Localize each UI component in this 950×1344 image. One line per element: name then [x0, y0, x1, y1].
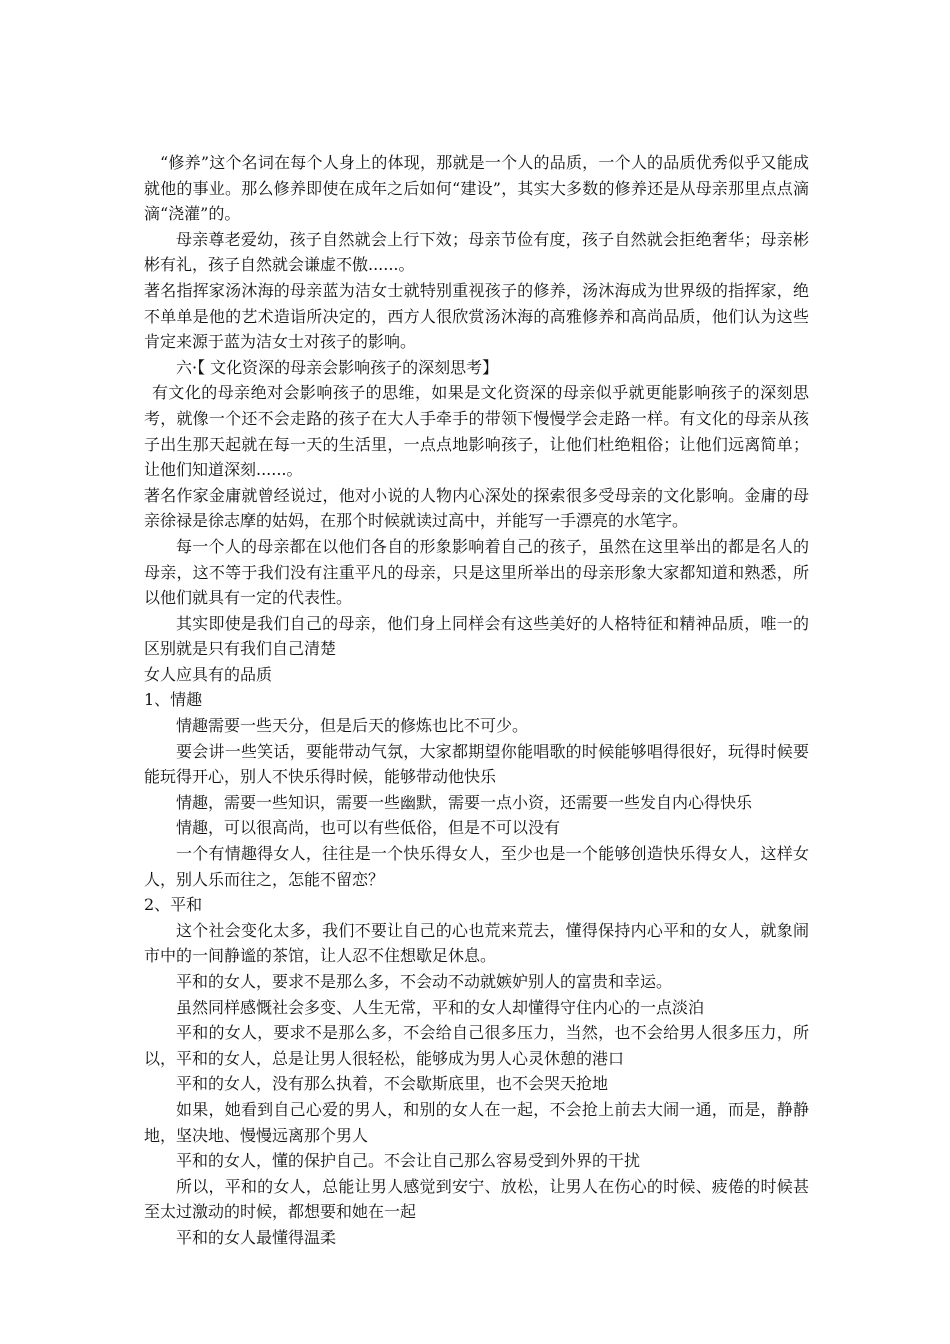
subsection-heading: 1、情趣 [144, 690, 203, 710]
section-heading: 六·【 文化资深的母亲会影响孩子的深刻思考】 [176, 357, 499, 377]
paragraph: 母亲尊老爱幼，孩子自然就会上行下效；母亲节俭有度，孩子自然就会拒绝奢华；母亲彬彬有礼，孩子自然就会谦虚不傲......。 [144, 229, 809, 275]
paragraph: 情趣，需要一些知识，需要一些幽默，需要一点小资，还需要一些发自内心得快乐 [176, 792, 753, 812]
paragraph: 每一个人的母亲都在以他们各自的形象影响着自己的孩子，虽然在这里举出的都是名人的母亲，这不等于我们没有注重平凡的母亲，只是这里所举出的母亲形象大家都知道和熟悉，所以他们就具有一定的代表性。 [144, 536, 809, 608]
paragraph: 平和的女人，要求不是那么多，不会给自己很多压力，当然，也不会给男人很多压力，所以，平和的女人，总是让男人很轻松，能够成为男人心灵休憩的港口 [144, 1023, 809, 1068]
paragraph: 平和的女人，懂的保护自己。不会让自己那么容易受到外界的干扰 [176, 1151, 641, 1171]
paragraph: 这个社会变化太多，我们不要让自己的心也荒来荒去，懂得保持内心平和的女人，就象闹市中的一间静谧的茶馆，让人忍不住想歇足休息。 [144, 920, 809, 966]
document-body [144, 150, 809, 1251]
paragraph: 平和的女人最懂得温柔 [176, 1227, 337, 1247]
paragraph: 著名作家金庸就曾经说过，他对小说的人物内心深处的探索很多受母亲的文化影响。金庸的母亲徐禄是徐志摩的姑妈，在那个时候就读过高中，并能写一手漂亮的水笔字。 [144, 485, 809, 531]
paragraph: 要会讲一些笑话，要能带动气氛，大家都期望你能唱歌的时候能够唱得很好，玩得时候要能玩得开心，别人不快乐得时候，能够带动他快乐 [144, 741, 809, 787]
paragraph: 著名指挥家汤沐海的母亲蓝为洁女士就特别重视孩子的修养，汤沐海成为世界级的指挥家，绝不单单是他的艺术造诣所决定的，西方人很欣赏汤沐海的高雅修养和高尚品质，他们认为这些肯定来源于蓝为洁女士对孩子的影响。 [144, 280, 809, 352]
paragraph: 虽然同样感慨社会多变、人生无常，平和的女人却懂得守住内心的一点淡泊 [176, 997, 705, 1017]
paragraph: “修养”这个名词在每个人身上的体现，那就是一个人的品质，一个人的品质优秀似乎又能成就他的事业。那么修养即使在成年之后如何“建设”，其实大多数的修养还是从母亲那里点点滴滴“浇灌”的。 [144, 153, 809, 224]
paragraph: 情趣需要一些天分，但是后天的修炼也比不可少。 [176, 716, 529, 736]
paragraph: 所以，平和的女人，总能让男人感觉到安宁、放松，让男人在伤心的时候、疲倦的时候甚至太过激动的时候，都想要和她在一起 [144, 1176, 809, 1222]
paragraph: 其实即使是我们自己的母亲，他们身上同样会有这些美好的人格特征和精神品质，唯一的区别就是只有我们自己清楚 [144, 613, 809, 659]
paragraph: 平和的女人，没有那么执着，不会歇斯底里，也不会哭天抢地 [176, 1074, 609, 1094]
paragraph: 一个有情趣得女人，往往是一个快乐得女人，至少也是一个能够创造快乐得女人，这样女人，别人乐而往之，怎能不留恋？ [144, 844, 809, 889]
subsection-heading: 2、平和 [144, 895, 203, 915]
section-title: 女人应具有的品质 [144, 664, 273, 684]
paragraph: 平和的女人，要求不是那么多，不会动不动就嫉妒别人的富贵和幸运。 [176, 972, 673, 991]
paragraph: 如果，她看到自己心爱的男人，和别的女人在一起，不会抢上前去大闹一通，而是，静静地，坚决地、慢慢远离那个男人 [144, 1099, 809, 1145]
paragraph: 有文化的母亲绝对会影响孩子的思维，如果是文化资深的母亲似乎就更能影响孩子的深刻思考，就像一个还不会走路的孩子在大人手牵手的带领下慢慢学会走路一样。有文化的母亲从孩子出生那天起就在每一天的生活里，一点点地影响孩子，让他们杜绝粗俗；让他们远离简单；让他们知道深刻......。 [144, 383, 809, 480]
paragraph: 情趣，可以很高尚，也可以有些低俗，但是不可以没有 [176, 818, 561, 838]
